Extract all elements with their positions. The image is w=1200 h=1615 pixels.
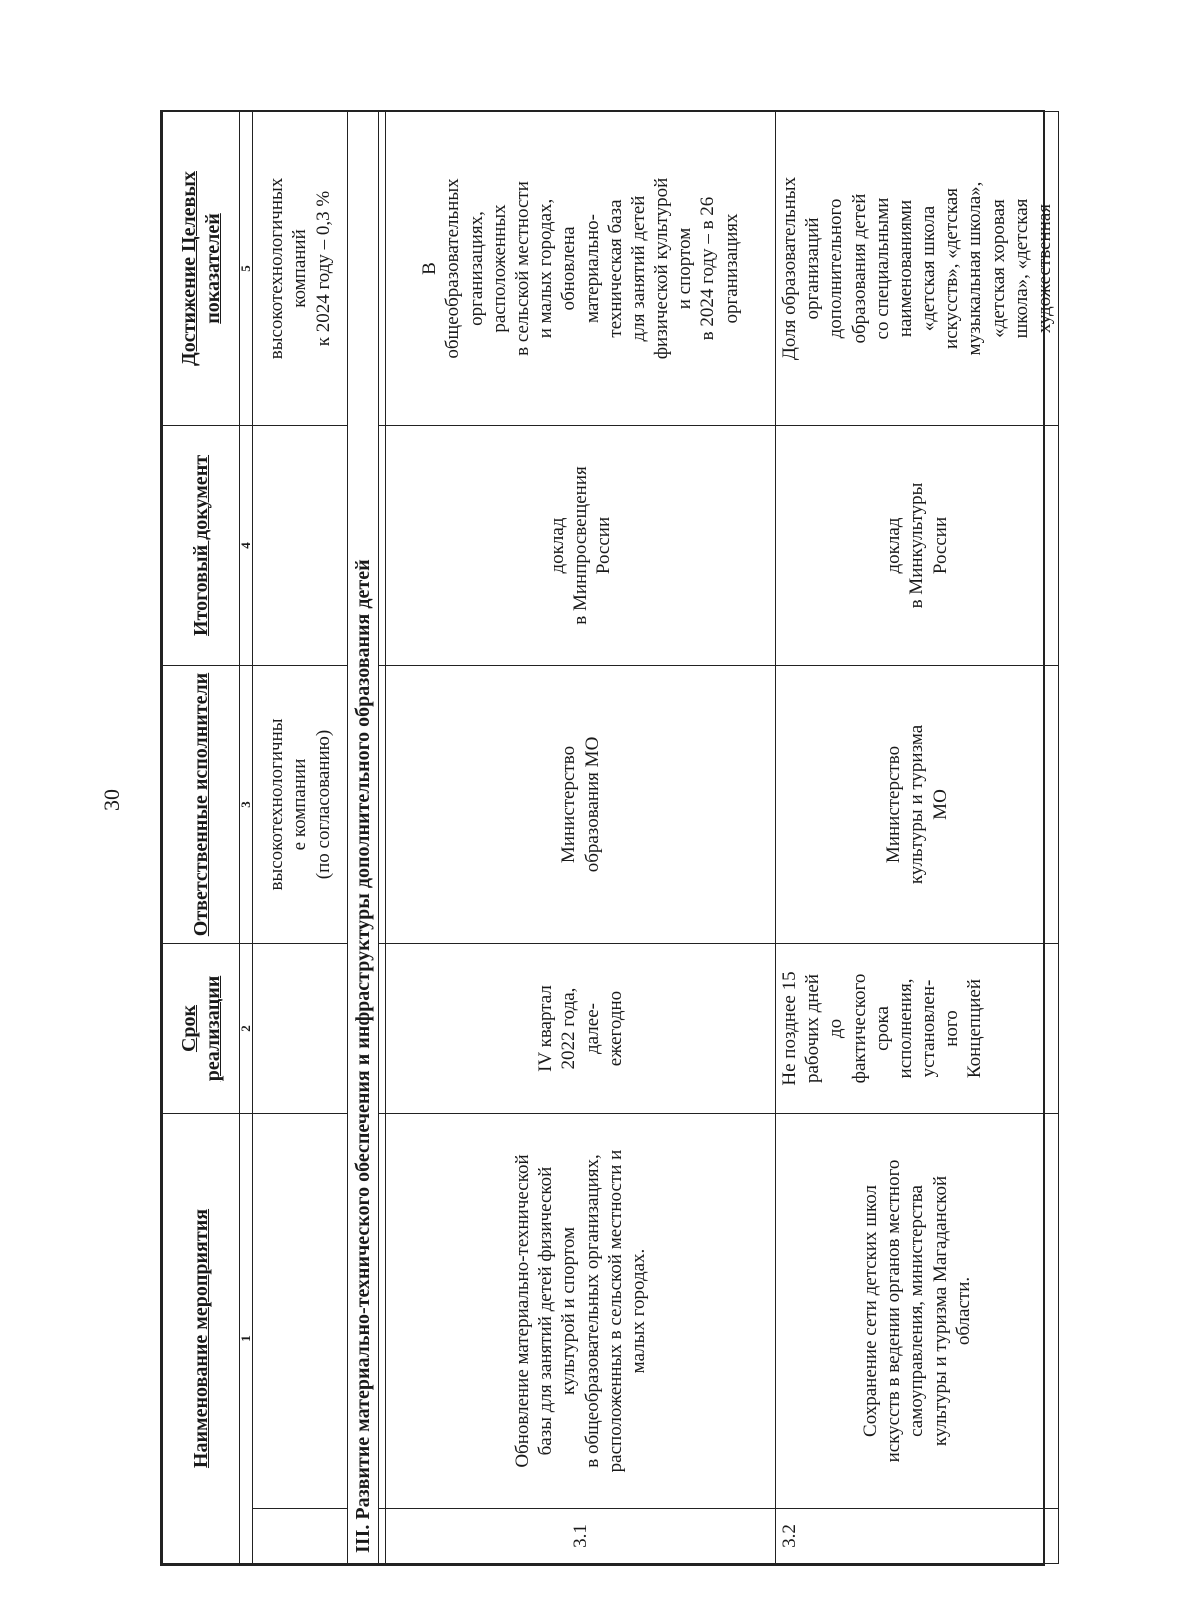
header-name: Наименование мероприятия [163,1114,240,1564]
action-plan-table [162,111,1059,1564]
header-deadline: Срок реализации [163,944,240,1114]
page-number: 30 [99,789,124,811]
spacer-cell [379,1114,386,1509]
row-deadline: Не позднее 15 рабочих дней до фактического срока исполнения, установлен- ного Концепцией [776,944,1059,1114]
row-deadline: IV квартал 2022 года, далее- ежегодно [386,944,776,1114]
header-document: Итоговый документ [163,426,240,666]
document-table-frame [160,110,1055,1566]
table-row [386,112,776,1564]
header-responsible: Ответственные исполнители [163,666,240,944]
continuation-deadline [253,944,348,1114]
spacer-cell [379,666,386,944]
spacer-cell [379,112,386,426]
row-document: доклад в Минкультуры России [776,426,1059,666]
rotated-table-container [162,112,1055,1564]
section-row [348,112,379,1564]
continuation-name [253,1114,348,1509]
row-target: В общеобразовательных организациях, расположенных в сельской местности и малых городах, обновлена материально- техническая база для занятий детей физической культурой и спортом в 2024 году – в 26 организациях [386,112,776,426]
header-target: Достижение Целевых показателей [163,112,240,426]
spacer-cell [379,1509,386,1564]
header-row [163,112,240,1564]
row-document: доклад в Минпросвещения России [386,426,776,666]
row-responsible: Министерство культуры и туризма МО [776,666,1059,944]
column-number: 2 [240,944,253,1114]
column-number: 5 [240,112,253,426]
row-name: Обновление материально-технической базы для занятий детей физической культурой и спортом в общеобразовательных организациях, расположенных в сельской местности и малых городах. [386,1114,776,1509]
continuation-document [253,426,348,666]
continuation-target: высокотехнологичных компаний к 2024 году – 0,3 % [253,112,348,426]
row-target: Доля образовательных организаций дополнительного образования детей со специальными наименованиями «детская школа искусств», «детская музыкальная школа», «детская хоровая школа», «детская художественная [776,112,1059,426]
continuation-num [253,1509,348,1564]
row-responsible: Министерство образования МО [386,666,776,944]
row-name: Сохранение сети детских школ искусств в ведении органов местного самоуправления, министерства культуры и туризма Магаданской области. [776,1114,1059,1509]
row-number: 3.1 [386,1509,776,1564]
table-row [776,112,1059,1564]
section-title: III. Развитие материально-технического обеспечения и инфраструктуры дополнительного образования детей [348,112,379,1564]
row-number: 3.2 [776,1509,1059,1564]
spacer-cell [379,944,386,1114]
spacer-row [379,112,386,1564]
column-numbers-row [240,112,253,1564]
spacer-cell [379,426,386,666]
column-number: 1 [240,1114,253,1564]
column-number: 4 [240,426,253,666]
continuation-responsible: высокотехнологичны е компании (по согласованию) [253,666,348,944]
continuation-row [253,112,348,1564]
column-number: 3 [240,666,253,944]
